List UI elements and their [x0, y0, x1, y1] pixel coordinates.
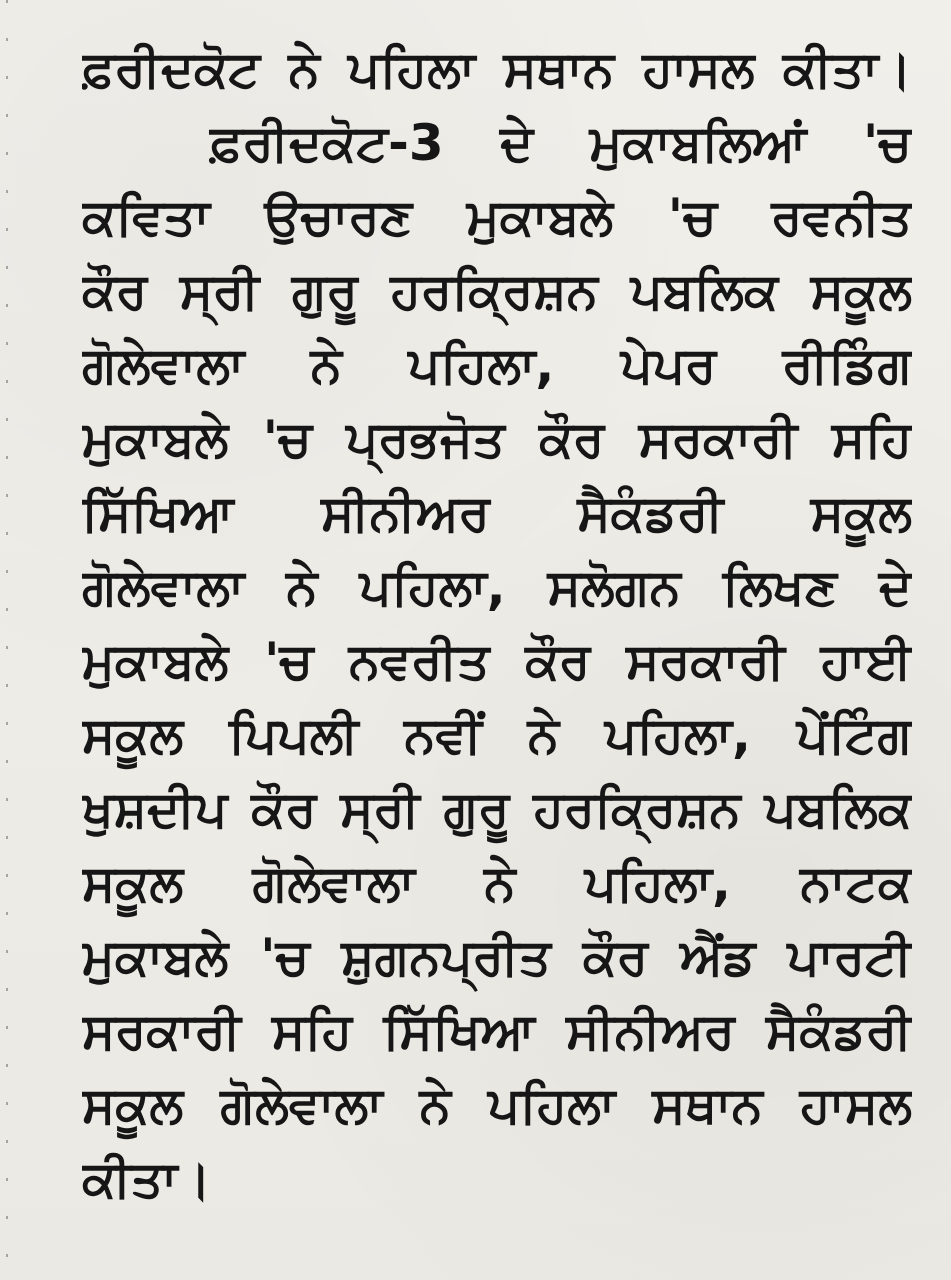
article-line-12: ਸਕੂਲ ਗੋਲੇਵਾਲਾ ਨੇ ਪਹਿਲਾ, ਨਾਟਕ	[82, 854, 912, 912]
article-line-11: ਖੁਸ਼ਦੀਪ ਕੌਰ ਸ੍ਰੀ ਗੁਰੂ ਹਰਕ੍ਰਿਸ਼ਨ ਪਬਲਿਕ	[82, 780, 912, 838]
article-line-8: ਗੋਲੇਵਾਲਾ ਨੇ ਪਹਿਲਾ, ਸਲੋਗਨ ਲਿਖਣ ਦੇ	[82, 558, 912, 616]
column-divider-rule	[6, 0, 8, 1280]
article-line-6: ਮੁਕਾਬਲੇ 'ਚ ਪ੍ਰਭਜੋਤ ਕੌਰ ਸਰਕਾਰੀ ਸਹਿ	[82, 410, 912, 468]
article-line-9: ਮੁਕਾਬਲੇ 'ਚ ਨਵਰੀਤ ਕੌਰ ਸਰਕਾਰੀ ਹਾਈ	[82, 632, 912, 690]
article-line-3: ਕਵਿਤਾ ਉਚਾਰਣ ਮੁਕਾਬਲੇ 'ਚ ਰਵਨੀਤ	[82, 188, 912, 246]
article-line-7: ਸਿੱਖਿਆ ਸੀਨੀਅਰ ਸੈਕੰਡਰੀ ਸਕੂਲ	[82, 484, 912, 542]
article-line-16: ਕੀਤਾ।	[82, 1150, 212, 1208]
article-line-4: ਕੌਰ ਸ੍ਰੀ ਗੁਰੂ ਹਰਕ੍ਰਿਸ਼ਨ ਪਬਲਿਕ ਸਕੂਲ	[82, 262, 912, 320]
article-line-15: ਸਕੂਲ ਗੋਲੇਵਾਲਾ ਨੇ ਪਹਿਲਾ ਸਥਾਨ ਹਾਸਲ	[82, 1076, 912, 1134]
article-line-13: ਮੁਕਾਬਲੇ 'ਚ ਸ਼ੁਗਨਪ੍ਰੀਤ ਕੌਰ ਐਂਡ ਪਾਰਟੀ	[82, 928, 912, 986]
article-line-5: ਗੋਲੇਵਾਲਾ ਨੇ ਪਹਿਲਾ, ਪੇਪਰ ਰੀਡਿੰਗ	[82, 336, 912, 394]
article-line-2: ਫ਼ਰੀਦਕੋਟ-3 ਦੇ ਮੁਕਾਬਲਿਆਂ 'ਚ	[210, 114, 912, 172]
article-line-10: ਸਕੂਲ ਪਿਪਲੀ ਨਵੀਂ ਨੇ ਪਹਿਲਾ, ਪੇਂਟਿੰਗ	[82, 706, 912, 764]
article-line-1: ਫ਼ਰੀਦਕੋਟ ਨੇ ਪਹਿਲਾ ਸਥਾਨ ਹਾਸਲ ਕੀਤਾ।	[82, 40, 912, 98]
article-body	[82, 32, 912, 1216]
article-line-14: ਸਰਕਾਰੀ ਸਹਿ ਸਿੱਖਿਆ ਸੀਨੀਅਰ ਸੈਕੰਡਰੀ	[82, 1002, 912, 1060]
